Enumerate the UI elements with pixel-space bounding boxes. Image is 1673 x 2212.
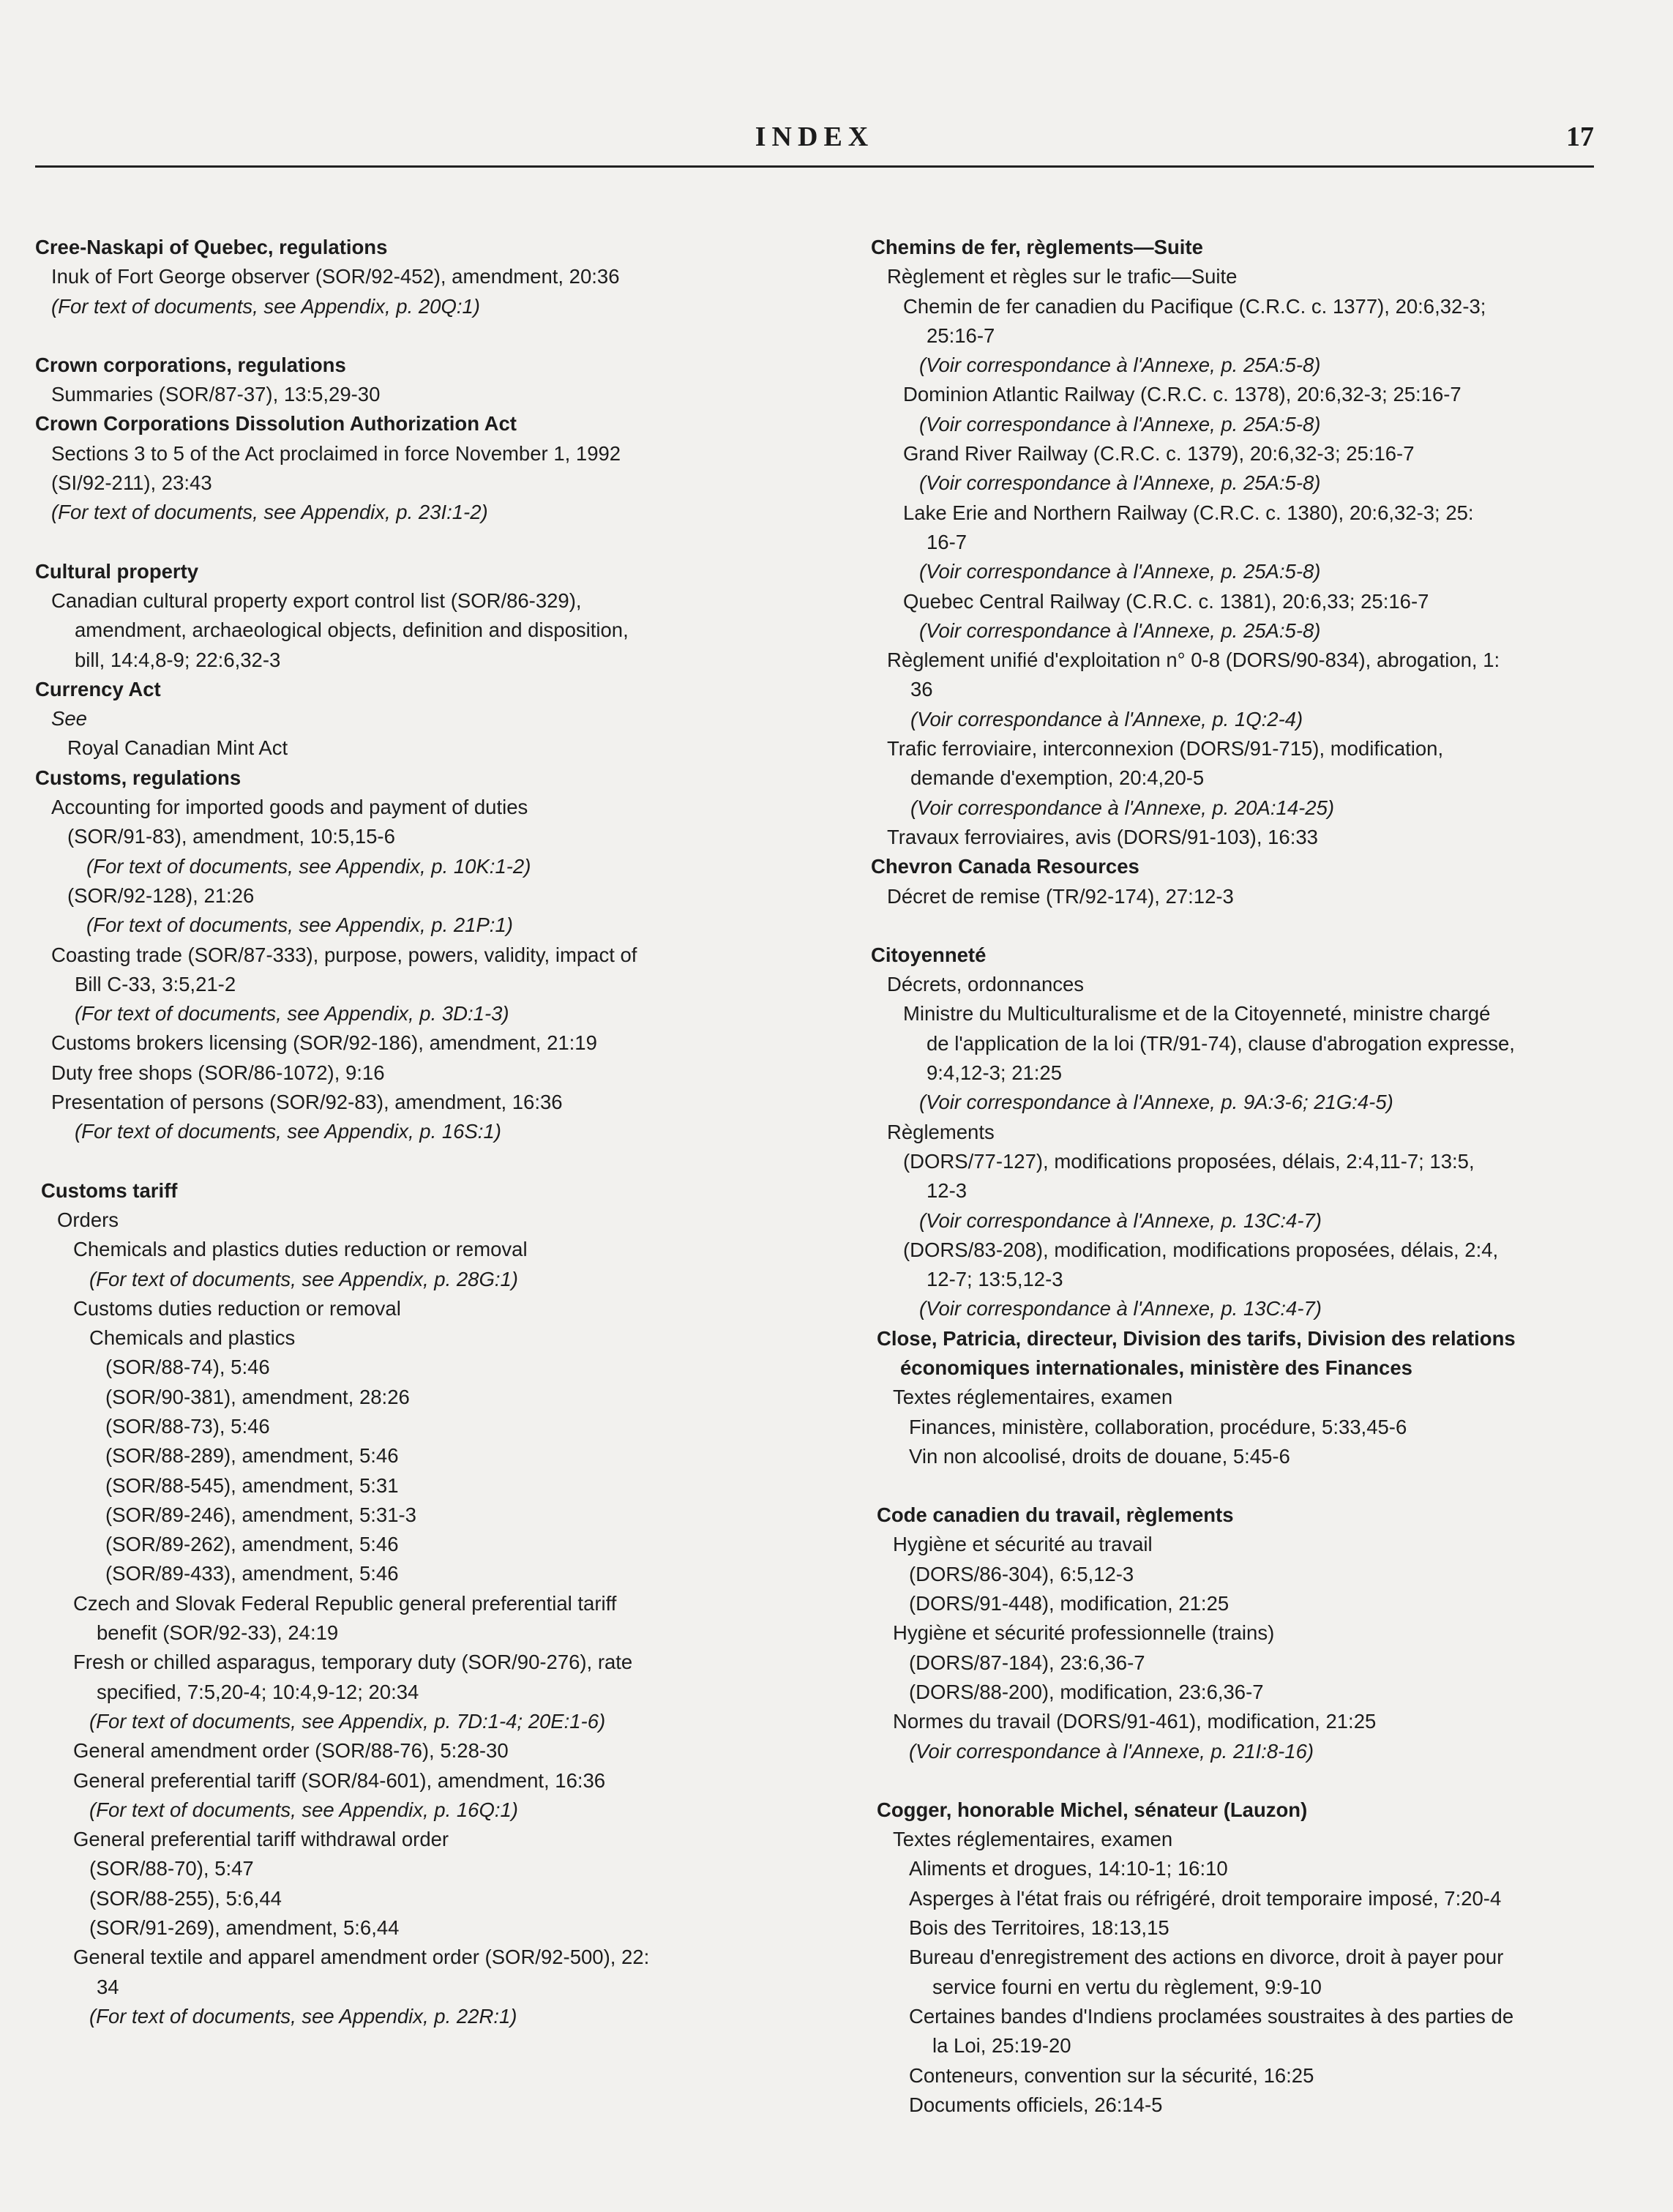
index-entry: 34 xyxy=(97,1975,119,1998)
index-heading: Close, Patricia, directeur, Division des tarifs, Division des relations xyxy=(877,1326,1516,1350)
cross-reference: (Voir correspondance à l'Annexe, p. 25A:5-8) xyxy=(919,412,1321,436)
cross-reference: (Voir correspondance à l'Annexe, p. 9A:3-6; 21G:4-5) xyxy=(919,1091,1393,1114)
index-entry: Textes réglementaires, examen xyxy=(893,1386,1173,1409)
index-entry: (DORS/86-304), 6:5,12-3 xyxy=(909,1562,1134,1585)
index-entry: Hygiène et sécurité professionnelle (trains) xyxy=(893,1621,1275,1645)
index-entry: Inuk of Fort George observer (SOR/92-452), amendment, 20:36 xyxy=(51,265,620,288)
index-entry: Orders xyxy=(57,1208,119,1231)
index-heading: Customs, regulations xyxy=(35,766,242,789)
cross-reference: (Voir correspondance à l'Annexe, p. 25A:5-8) xyxy=(919,471,1321,495)
index-entry: Fresh or chilled asparagus, temporary duty (SOR/90-276), rate xyxy=(73,1651,633,1674)
index-entry: General preferential tariff (SOR/84-601), amendment, 16:36 xyxy=(73,1768,606,1792)
index-heading: Crown Corporations Dissolution Authorization Act xyxy=(35,412,517,436)
index-entry: (SOR/88-545), amendment, 5:31 xyxy=(105,1473,399,1497)
index-entry: General preferential tariff withdrawal order xyxy=(73,1828,449,1851)
index-entry: Customs duties reduction or removal xyxy=(73,1296,401,1320)
index-entry: Chemicals and plastics xyxy=(89,1326,296,1350)
entry-spacer xyxy=(35,1147,855,1176)
index-entry: (SOR/88-74), 5:46 xyxy=(105,1356,270,1379)
index-heading: Cultural property xyxy=(35,559,199,583)
index-entry: Lake Erie and Northern Railway (C.R.C. c. 1380), 20:6,32-3; 25: xyxy=(903,501,1474,524)
index-heading: Chevron Canada Resources xyxy=(871,855,1139,878)
entry-spacer xyxy=(871,911,1647,941)
cross-reference: (For text of documents, see Appendix, p. 7D:1-4; 20E:1-6) xyxy=(89,1709,606,1733)
index-entry: (SOR/91-269), amendment, 5:6,44 xyxy=(89,1916,400,1940)
index-entry: (SOR/89-433), amendment, 5:46 xyxy=(105,1562,399,1585)
cross-reference: (For text of documents, see Appendix, p. 16S:1) xyxy=(75,1120,501,1143)
index-entry: Duty free shops (SOR/86-1072), 9:16 xyxy=(51,1061,385,1084)
cross-reference: (For text of documents, see Appendix, p. 3D:1-3) xyxy=(75,1002,509,1025)
index-entry: Décrets, ordonnances xyxy=(887,973,1085,996)
cross-reference: (For text of documents, see Appendix, p. 21P:1) xyxy=(86,913,513,937)
index-heading: Cogger, honorable Michel, sénateur (Lauzon) xyxy=(877,1798,1308,1821)
index-entry: Customs brokers licensing (SOR/92-186), amendment, 21:19 xyxy=(51,1031,597,1055)
entry-spacer xyxy=(871,1471,1647,1501)
index-heading: Citoyenneté xyxy=(871,943,987,966)
index-heading: Code canadien du travail, règlements xyxy=(877,1503,1234,1527)
cross-reference: (For text of documents, see Appendix, p. 16Q:1) xyxy=(89,1798,518,1821)
entry-spacer xyxy=(35,321,855,351)
index-entry: (DORS/88-200), modification, 23:6,36-7 xyxy=(909,1680,1264,1703)
cross-reference: (Voir correspondance à l'Annexe, p. 25A:5-8) xyxy=(919,560,1321,583)
index-entry: Conteneurs, convention sur la sécurité, 16:25 xyxy=(909,2063,1314,2087)
index-heading: Currency Act xyxy=(35,677,161,700)
index-entry: (SOR/88-70), 5:47 xyxy=(89,1857,254,1880)
index-entry: (SOR/92-128), 21:26 xyxy=(67,883,255,907)
index-entry: Documents officiels, 26:14-5 xyxy=(909,2093,1163,2116)
cross-reference: (Voir correspondance à l'Annexe, p. 20A:14-25) xyxy=(910,796,1335,819)
index-entry: (SOR/89-262), amendment, 5:46 xyxy=(105,1533,399,1556)
index-entry: 12-3 xyxy=(927,1179,968,1203)
index-column-left xyxy=(35,233,855,2031)
index-entry: Bureau d'enregistrement des actions en divorce, droit à payer pour xyxy=(909,1946,1504,1969)
index-entry: Trafic ferroviaire, interconnexion (DORS/91-715), modification, xyxy=(887,737,1444,761)
index-entry: Royal Canadian Mint Act xyxy=(67,736,288,760)
index-entry: 16-7 xyxy=(927,530,968,553)
index-entry: demande d'exemption, 20:4,20-5 xyxy=(910,766,1205,790)
index-entry: (SI/92-211), 23:43 xyxy=(51,471,212,495)
cross-reference: (Voir correspondance à l'Annexe, p. 21I:8-16) xyxy=(909,1739,1314,1763)
cross-reference: (Voir correspondance à l'Annexe, p. 13C:4-7) xyxy=(919,1208,1322,1232)
index-column-right xyxy=(871,233,1647,2120)
index-entry: Bill C-33, 3:5,21-2 xyxy=(75,972,236,995)
index-entry: Summaries (SOR/87-37), 13:5,29-30 xyxy=(51,383,381,406)
index-entry: Czech and Slovak Federal Republic general preferential tariff xyxy=(73,1591,617,1615)
entry-spacer xyxy=(871,1766,1647,1796)
index-heading: économiques internationales, ministère des Finances xyxy=(900,1356,1412,1379)
index-entry: 9:4,12-3; 21:25 xyxy=(927,1061,1063,1085)
index-entry: Canadian cultural property export control list (SOR/86-329), xyxy=(51,589,582,612)
cross-reference: (Voir correspondance à l'Annexe, p. 25A:5-8) xyxy=(919,619,1321,642)
index-entry: Finances, ministère, collaboration, procédure, 5:33,45-6 xyxy=(909,1415,1407,1438)
index-heading: Chemins de fer, règlements—Suite xyxy=(871,236,1203,258)
index-entry: Coasting trade (SOR/87-333), purpose, powers, validity, impact of xyxy=(51,943,637,966)
index-entry: (SOR/89-246), amendment, 5:31-3 xyxy=(105,1503,416,1526)
cross-reference: (For text of documents, see Appendix, p. 10K:1-2) xyxy=(86,854,531,878)
index-entry: Décret de remise (TR/92-174), 27:12-3 xyxy=(887,884,1234,908)
index-heading: Crown corporations, regulations xyxy=(35,353,346,376)
index-entry: Sections 3 to 5 of the Act proclaimed in force November 1, 1992 xyxy=(51,441,621,465)
index-entry: 36 xyxy=(910,678,933,701)
index-entry: Règlements xyxy=(887,1120,995,1143)
cross-reference: (Voir correspondance à l'Annexe, p. 13C:4-7) xyxy=(919,1297,1322,1320)
cross-reference: (For text of documents, see Appendix, p. 23I:1-2) xyxy=(51,501,488,524)
index-entry: specified, 7:5,20-4; 10:4,9-12; 20:34 xyxy=(97,1680,419,1703)
entry-spacer xyxy=(35,528,855,557)
index-entry: de l'application de la loi (TR/91-74), clause d'abrogation expresse, xyxy=(927,1031,1515,1055)
cross-reference: (Voir correspondance à l'Annexe, p. 1Q:2-4) xyxy=(910,707,1303,731)
index-entry: Asperges à l'état frais ou réfrigéré, droit temporaire imposé, 7:20-4 xyxy=(909,1886,1502,1910)
index-heading: Customs tariff xyxy=(41,1178,178,1202)
index-entry: Presentation of persons (SOR/92-83), amendment, 16:36 xyxy=(51,1091,563,1114)
cross-reference: See xyxy=(51,707,87,731)
index-entry: benefit (SOR/92-33), 24:19 xyxy=(97,1621,339,1645)
index-entry: Vin non alcoolisé, droits de douane, 5:45-6 xyxy=(909,1444,1290,1468)
index-entry: 12-7; 13:5,12-3 xyxy=(927,1268,1063,1291)
index-entry: Règlement et règles sur le trafic—Suite xyxy=(887,265,1238,288)
index-entry: Certaines bandes d'Indiens proclamées soustraites à des parties de xyxy=(909,2004,1514,2028)
index-entry: (SOR/88-73), 5:46 xyxy=(105,1414,270,1438)
index-entry: Dominion Atlantic Railway (C.R.C. c. 1378), 20:6,32-3; 25:16-7 xyxy=(903,383,1461,406)
cross-reference: (For text of documents, see Appendix, p. 20Q:1) xyxy=(51,294,480,318)
index-entry: Quebec Central Railway (C.R.C. c. 1381), 20:6,33; 25:16-7 xyxy=(903,589,1429,613)
index-entry: amendment, archaeological objects, definition and disposition, xyxy=(75,619,629,642)
index-entry: Règlement unifié d'exploitation n° 0-8 (DORS/90-834), abrogation, 1: xyxy=(887,649,1500,672)
index-entry: Chemin de fer canadien du Pacifique (C.R.C. c. 1377), 20:6,32-3; xyxy=(903,294,1486,318)
index-entry: Bois des Territoires, 18:13,15 xyxy=(909,1916,1169,1940)
index-entry: (SOR/88-289), amendment, 5:46 xyxy=(105,1444,399,1468)
index-entry: Accounting for imported goods and payment of duties xyxy=(51,796,528,819)
index-entry: (DORS/87-184), 23:6,36-7 xyxy=(909,1651,1145,1674)
index-entry: Chemicals and plastics duties reduction or removal xyxy=(73,1238,528,1261)
index-entry: Normes du travail (DORS/91-461), modification, 21:25 xyxy=(893,1710,1377,1733)
index-entry: Hygiène et sécurité au travail xyxy=(893,1533,1153,1556)
index-entry: (SOR/90-381), amendment, 28:26 xyxy=(105,1385,410,1408)
index-entry: 25:16-7 xyxy=(927,324,995,347)
index-entry: General textile and apparel amendment order (SOR/92-500), 22: xyxy=(73,1946,650,1969)
index-entry: Grand River Railway (C.R.C. c. 1379), 20:6,32-3; 25:16-7 xyxy=(903,442,1415,466)
index-entry: Travaux ferroviaires, avis (DORS/91-103), 16:33 xyxy=(887,825,1318,848)
index-entry: Aliments et drogues, 14:10-1; 16:10 xyxy=(909,1857,1228,1880)
page-title: INDEX xyxy=(755,122,875,152)
cross-reference: (Voir correspondance à l'Annexe, p. 25A:5-8) xyxy=(919,354,1321,377)
cross-reference: (For text of documents, see Appendix, p. 28G:1) xyxy=(89,1267,518,1290)
index-entry: (DORS/91-448), modification, 21:25 xyxy=(909,1592,1230,1615)
index-entry: Ministre du Multiculturalisme et de la Citoyenneté, ministre chargé xyxy=(903,1002,1491,1025)
index-entry: (SOR/91-83), amendment, 10:5,15-6 xyxy=(67,825,395,848)
index-entry: bill, 14:4,8-9; 22:6,32-3 xyxy=(75,648,281,671)
page-number: 17 xyxy=(1566,122,1594,152)
page-header xyxy=(35,121,1594,162)
index-entry: (SOR/88-255), 5:6,44 xyxy=(89,1886,282,1910)
header-rule xyxy=(35,165,1594,168)
index-entry: service fourni en vertu du règlement, 9:9-10 xyxy=(932,1975,1322,1998)
cross-reference: (For text of documents, see Appendix, p. 22R:1) xyxy=(89,2004,517,2028)
index-entry: (DORS/83-208), modification, modifications proposées, délais, 2:4, xyxy=(903,1238,1499,1261)
index-entry: la Loi, 25:19-20 xyxy=(932,2034,1071,2058)
index-entry: (DORS/77-127), modifications proposées, délais, 2:4,11-7; 13:5, xyxy=(903,1149,1475,1173)
index-entry: General amendment order (SOR/88-76), 5:28-30 xyxy=(73,1739,509,1763)
index-heading: Cree-Naskapi of Quebec, regulations xyxy=(35,236,388,258)
index-entry: Textes réglementaires, examen xyxy=(893,1828,1173,1851)
